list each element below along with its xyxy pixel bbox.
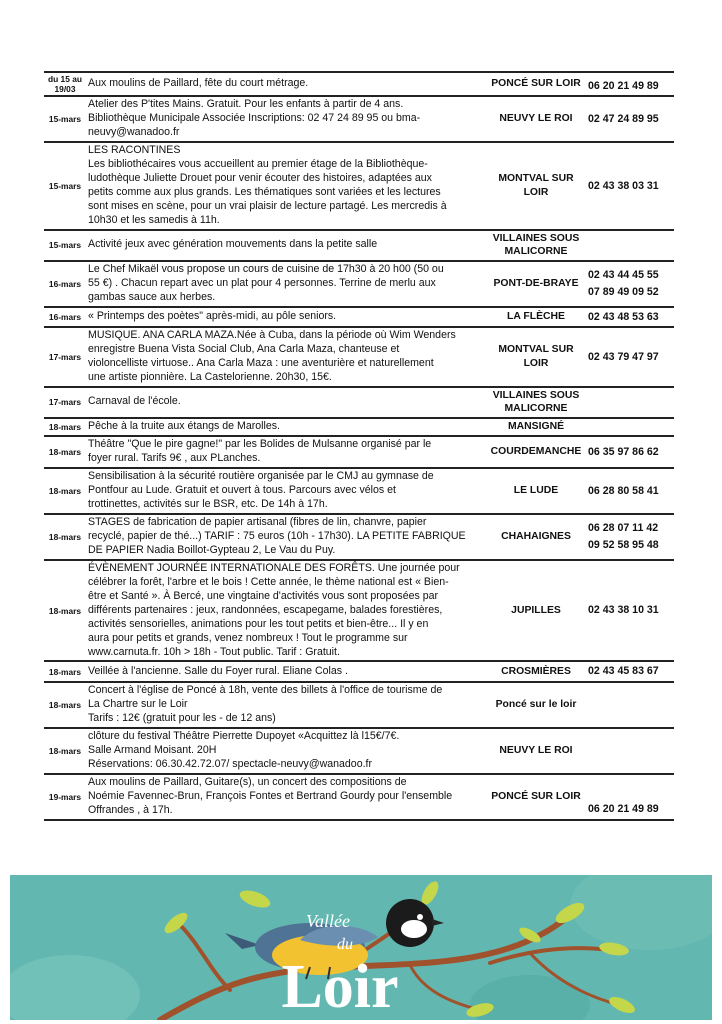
event-date-line: 18-mars [48,531,82,542]
event-date-line: 17-mars [48,352,82,362]
event-date-line: du 15 au [48,74,82,84]
event-description [86,387,486,418]
event-description [86,682,486,728]
event-date [44,327,86,387]
event-description-line: Aux moulins de Paillard, Guitare(s), un concert des compositions de [88,775,407,788]
event-date-line: 18-mars [48,446,82,457]
event-description-line: violoncelliste virtuose.. Ana Carla Maza : une aventurière et naturellement [88,357,434,369]
event-description-line: célébrer la forêt, l'arbre et le bois ! Cette année, le thème national est « Bien- [88,575,449,588]
event-description-line: neuvy@wanadoo.fr [88,125,180,138]
event-row [44,96,674,142]
event-phone-line: 02 43 38 10 31 [588,604,659,617]
event-date [44,682,86,728]
event-row [44,514,674,560]
event-description-line: Sensibilisation à la sécurité routière organisée par le CMJ au gymnase de [88,469,434,482]
event-date [44,774,86,820]
vallee-du-loir-banner [10,875,712,1020]
event-location-line: PONCÉ SUR LOIR [491,790,581,802]
event-row [44,72,674,96]
event-description [86,728,486,774]
event-location-line: NEUVY LE ROI [499,113,573,125]
event-description [86,72,486,96]
event-phone-line: 07 89 49 09 52 [588,285,659,298]
event-description-line: MUSIQUE. ANA CARLA MAZA.Née à Cuba, dans la période où Wim Wenders [88,329,456,342]
event-description-line: Activité jeux avec génération mouvements dans la petite salle [88,238,378,251]
event-row [44,230,674,261]
event-date-line: 17-mars [48,397,82,408]
event-row [44,661,674,681]
event-description-line: foyer rural. Tarifs 9€ , aux PLanches. [88,451,261,464]
event-location [486,418,586,436]
event-location [486,560,586,662]
event-description-line: différents partenaires : jeux, randonnées, escapegame, balades forestières, [88,603,443,616]
event-description-line: ÉVÈNEMENT JOURNÉE INTERNATIONALE DES FORÊTS. Une journée pour [88,561,460,574]
event-location [486,436,586,468]
event-phone [586,230,674,261]
event-date [44,96,86,142]
event-row [44,436,674,468]
event-phone [586,327,674,387]
event-phone-line: 02 43 48 53 63 [588,310,659,323]
event-location [486,72,586,96]
event-description-line: 55 €) . Chacun repart avec un plat pour 4 personnes. Terrine de merlu aux [88,276,436,289]
event-description [86,436,486,468]
event-row [44,387,674,418]
event-date [44,230,86,261]
event-description-line: trottinettes, activités sur le BSR, etc. De 14h à 17h. [88,497,328,510]
event-phone [586,774,674,820]
event-phone [586,514,674,560]
event-description-line: Pontfour au Lude. Gratuit et ouvert à tous. Parcours avec vélos et [88,483,396,496]
event-phone [586,661,674,681]
event-description-line: DE PAPIER Nadia Boillot-Gypteau 2, Le Vau du Puy. [88,543,336,556]
event-description-line: Aux moulins de Paillard, fête du court métrage. [88,77,309,90]
event-description-line: La Chartre sur le Loir [88,697,188,710]
event-location-line: Poncé sur le loir [495,699,577,711]
event-date-line: 19-mars [48,791,82,802]
event-description-line: une artiste pionnière. La Castelorienne. 20h30, 15€. [88,370,332,383]
event-description-line: STAGES de fabrication de papier artisanal (fibres de lin, chanvre, papier [88,515,427,528]
event-location-line: MANSIGNÉ [508,421,564,433]
events-table [44,71,674,821]
event-phone [586,142,674,230]
event-location-line: CHAHAIGNES [501,530,571,542]
event-location-line: PONCÉ SUR LOIR [491,78,581,90]
event-description-line: Veillée à l'ancienne. Salle du Foyer rural. Eliane Colas . [88,664,348,677]
event-row [44,418,674,436]
event-date [44,142,86,230]
event-date [44,661,86,681]
event-location [486,661,586,681]
event-location-line: VILLAINES SOUS [492,389,580,401]
event-description-line: enregistre Buena Vista Social Club, Ana Carla Maza, chanteuse et [88,343,400,356]
event-location [486,307,586,327]
event-location-line: LOIR [523,358,549,369]
event-phone [586,468,674,514]
event-location-line: MALICORNE [504,246,568,258]
event-description-line: clôture du festival Théâtre Pierrette Dupoyet «Acquittez là l15€/7€. [88,729,400,742]
event-description-line: LES RACONTINES [88,143,181,156]
event-location-line: MONTVAL SUR [498,344,574,356]
event-row [44,261,674,307]
event-description-line: recyclé, papier de thé...) TARIF : 75 euros (10h - 17h30). LA PETITE FABRIQUE [88,529,466,542]
event-phone-line: 02 43 44 45 55 [588,269,659,282]
event-description-line: Réservations: 06.30.42.72.07/ spectacle-neuvy@wanadoo.fr [88,757,373,770]
event-location-line: LE LUDE [513,485,559,497]
event-date [44,560,86,662]
event-date [44,468,86,514]
event-phone-line: 09 52 58 95 48 [588,538,659,551]
event-location-line: NEUVY LE ROI [499,744,573,756]
event-row [44,774,674,820]
event-location [486,142,586,230]
event-phone-line: 02 43 45 83 67 [588,665,659,678]
event-date-line: 18-mars [48,745,82,756]
event-description-line: Noémie Favennec-Brun, François Fontes et Bertrand Gourdy pour l'ensemble [88,789,453,802]
event-location-line: LOIR [523,186,549,198]
event-description-line: sont mises en scène, pour un vrai plaisir de lecture partagé. Les mercredis à [88,199,447,212]
event-description-line: Salle Armand Moisant. 20H [88,743,217,756]
event-phone [586,261,674,307]
event-date-line: 16-mars [48,278,82,289]
event-location-line: MONTVAL SUR [498,173,574,185]
event-description-line: Théâtre "Que le pire gagne!" par les Bolides de Mulsanne organisé par le [88,437,432,450]
event-date-line: 18-mars [48,421,82,432]
event-date [44,387,86,418]
event-date [44,728,86,774]
event-location-line: CROSMIÈRES [501,665,571,677]
event-location-line: JUPILLES [511,604,561,616]
event-description-line: Atelier des P'tites Mains. Gratuit. Pour les enfants à partir de 4 ans. [88,98,404,110]
event-phone [586,418,674,436]
event-phone [586,728,674,774]
event-date-line: 16-mars [48,311,82,322]
event-location-line: MALICORNE [504,403,568,415]
event-description [86,661,486,681]
event-description-line: « Printemps des poètes" après-midi, au pôle seniors. [88,309,337,322]
event-date [44,436,86,468]
event-location [486,327,586,387]
event-date [44,418,86,436]
event-location [486,230,586,261]
event-description-line: Offrandes , à 17h. [88,803,173,816]
event-row [44,728,674,774]
event-date-line: 18-mars [48,666,82,677]
event-date-line: 18-mars [48,605,82,616]
event-description [86,327,486,387]
event-description [86,261,486,307]
event-description [86,560,486,662]
event-phone [586,307,674,327]
event-description [86,774,486,820]
event-date [44,307,86,327]
event-row [44,142,674,230]
event-description-line: Le Chef Mikaël vous propose un cours de cuisine de 17h30 à 20 h00 (50 ou [88,262,444,275]
event-location-line: VILLAINES SOUS [492,232,580,244]
event-location-line: LA FLÈCHE [507,311,565,323]
event-description [86,142,486,230]
event-date-line: 15-mars [48,113,82,124]
event-description-line: Pêche à la truite aux étangs de Marolles. [88,419,280,432]
event-date-line: 15-mars [48,240,82,251]
event-description [86,418,486,436]
event-description-line: Les bibliothécaires vous accueillent au premier étage de la Bibliothèque- [88,157,428,170]
event-row [44,468,674,514]
event-description [86,230,486,261]
event-phone [586,560,674,662]
event-phone-line: 06 20 21 49 89 [588,79,659,92]
event-date [44,261,86,307]
event-location [486,728,586,774]
event-row [44,327,674,387]
event-date-line: 18-mars [48,485,82,496]
event-location [486,514,586,560]
event-location [486,468,586,514]
event-phone-line: 06 28 80 58 41 [588,484,659,497]
event-phone-line: 02 47 24 89 95 [588,112,659,125]
event-description-line: Tarifs : 12€ (gratuit pour les - de 12 ans) [88,711,276,724]
event-description-line: ludothèque Juliette Drouet pour venir écouter des histoires, adaptées aux [88,171,432,184]
event-phone-line: 06 28 07 11 42 [588,522,659,535]
logo-line-3: Loir [281,953,399,1020]
banner-illustration [10,875,712,1020]
event-location [486,682,586,728]
event-location [486,774,586,820]
logo-line-1: Vallée [306,911,350,931]
event-description-line: Carnaval de l'école. [88,395,181,408]
event-phone [586,96,674,142]
event-description-line: petits comme aux plus grands. Les thématiques sont variées et les lectures [88,185,441,198]
event-description [86,307,486,327]
event-row [44,682,674,728]
event-phone-line: 06 20 21 49 89 [588,803,659,816]
event-description-line: activités sensorielles, animations pour les tout petits et bien-être... Il y en [88,617,429,630]
event-description [86,514,486,560]
event-description-line: être et Santé ». À Bercé, une vingtaine d'activités vous sont proposées par [88,589,439,602]
event-phone-line: 02 43 79 47 97 [588,350,659,363]
event-location-line: PONT-DE-BRAYE [493,277,579,289]
logo-line-2: du [337,936,353,953]
event-phone [586,387,674,418]
event-date-line: 15-mars [48,180,82,191]
event-date-line: 19/03 [54,84,76,94]
event-location [486,387,586,418]
event-date [44,514,86,560]
event-row [44,560,674,662]
event-description-line: Bibliothèque Municipale Associée Inscriptions: 02 47 24 89 95 ou bma- [88,111,421,124]
event-date [44,72,86,96]
event-location-line: COURDEMANCHE [490,446,582,458]
event-date-line: 18-mars [48,699,82,710]
event-phone-line: 06 35 97 86 62 [588,445,659,458]
event-phone [586,436,674,468]
event-description-line: www.carnuta.fr. 10h > 18h - Tout public. Tarif : Gratuit. [88,645,340,658]
event-description [86,96,486,142]
event-description-line: 10h30 et les samedis à 11h. [88,213,220,226]
event-description [86,468,486,514]
event-location [486,96,586,142]
event-description-line: Concert à l'église de Poncé à 18h, vente des billets à l'office de tourisme de [88,683,443,696]
event-description-line: aura pour petits et grands, venez nombreux ! Tout le programme sur [88,631,408,644]
event-phone [586,72,674,96]
event-location [486,261,586,307]
event-row [44,307,674,327]
event-phone-line: 02 43 38 03 31 [588,179,659,192]
event-description-line: gambas sauce aux herbes. [88,290,216,303]
event-phone [586,682,674,728]
